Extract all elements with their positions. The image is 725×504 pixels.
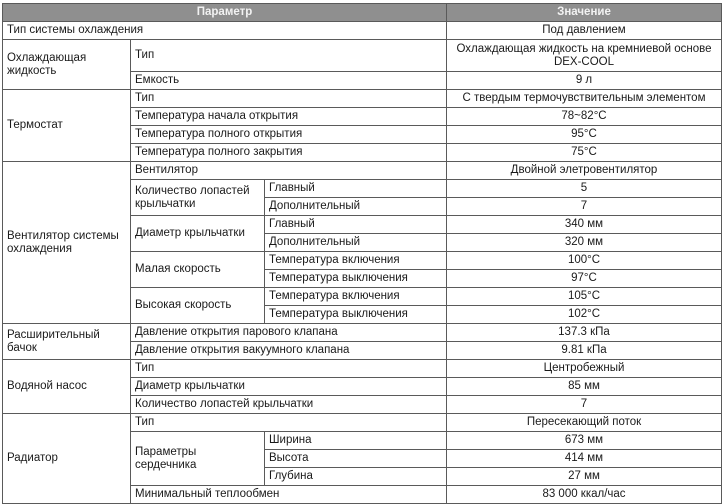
fan-label: Вентилятор xyxy=(131,162,447,180)
coolant-capacity-label: Емкость xyxy=(131,72,447,90)
pump-blades-value: 7 xyxy=(447,396,722,414)
pump-group-label: Водяной насос xyxy=(3,360,131,414)
table-row xyxy=(3,360,722,378)
radiator-core-label: Параметры сердечника xyxy=(131,432,265,486)
thermostat-open-start-value: 78~82°С xyxy=(447,108,722,126)
tank-vacuum-value: 9.81 кПа xyxy=(447,342,722,360)
tank-group-label: Расширительный бачок xyxy=(3,324,131,360)
fan-high-speed-label: Высокая скорость xyxy=(131,288,265,324)
fan-high-off-label: Температура выключения xyxy=(265,306,447,324)
fan-blades-label: Количество лопастей крыльчатки xyxy=(131,180,265,216)
table-row xyxy=(3,414,722,432)
fan-low-on-value: 100°С xyxy=(447,252,722,270)
coolant-capacity-value: 9 л xyxy=(447,72,722,90)
fan-high-on-value: 105°С xyxy=(447,288,722,306)
thermostat-type-value: С твердым термочувствительным элементом xyxy=(447,90,722,108)
thermostat-group-label: Термостат xyxy=(3,90,131,162)
param-column-header: Параметр xyxy=(3,4,447,22)
fan-blades-main-value: 5 xyxy=(447,180,722,198)
thermostat-open-start-label: Температура начала открытия xyxy=(131,108,447,126)
radiator-height-label: Высота xyxy=(265,450,447,468)
table-row xyxy=(3,90,722,108)
fan-blades-aux-label: Дополнительный xyxy=(265,198,447,216)
thermostat-full-open-label: Температура полного открытия xyxy=(131,126,447,144)
fan-low-speed-label: Малая скорость xyxy=(131,252,265,288)
radiator-min-heat-value: 83 000 ккал/час xyxy=(447,486,722,504)
tank-steam-value: 137.3 кПа xyxy=(447,324,722,342)
radiator-height-value: 414 мм xyxy=(447,450,722,468)
pump-type-label: Тип xyxy=(131,360,447,378)
radiator-type-label: Тип xyxy=(131,414,447,432)
header-row xyxy=(3,4,722,22)
coolant-type-label: Тип xyxy=(131,40,447,72)
pump-type-value: Центробежный xyxy=(447,360,722,378)
thermostat-full-close-value: 75°С xyxy=(447,144,722,162)
radiator-type-value: Пересекающий поток xyxy=(447,414,722,432)
table-row xyxy=(3,22,722,40)
fan-high-off-value: 102°С xyxy=(447,306,722,324)
table-row xyxy=(3,162,722,180)
table-row xyxy=(3,40,722,72)
thermostat-type-label: Тип xyxy=(131,90,447,108)
fan-diameter-main-label: Главный xyxy=(265,216,447,234)
table-row xyxy=(3,324,722,342)
pump-diameter-label: Диаметр крыльчатки xyxy=(131,378,447,396)
tank-steam-label: Давление открытия парового клапана xyxy=(131,324,447,342)
fan-blades-main-label: Главный xyxy=(265,180,447,198)
tank-vacuum-label: Давление открытия вакуумного клапана xyxy=(131,342,447,360)
coolant-group-label: Охлаждающая жидкость xyxy=(3,40,131,90)
cooling-type-label: Тип системы охлаждения xyxy=(3,22,447,40)
radiator-width-value: 673 мм xyxy=(447,432,722,450)
pump-blades-label: Количество лопастей крыльчатки xyxy=(131,396,447,414)
fan-low-off-value: 97°С xyxy=(447,270,722,288)
fan-diameter-aux-value: 320 мм xyxy=(447,234,722,252)
radiator-depth-value: 27 мм xyxy=(447,468,722,486)
fan-blades-aux-value: 7 xyxy=(447,198,722,216)
fan-high-on-label: Температура включения xyxy=(265,288,447,306)
value-column-header: Значение xyxy=(447,4,722,22)
cooling-spec-table xyxy=(2,3,722,504)
fan-low-off-label: Температура выключения xyxy=(265,270,447,288)
pump-diameter-value: 85 мм xyxy=(447,378,722,396)
cooling-type-value: Под давлением xyxy=(447,22,722,40)
fan-group-label: Вентилятор системы охлаждения xyxy=(3,162,131,324)
thermostat-full-close-label: Температура полного закрытия xyxy=(131,144,447,162)
radiator-min-heat-label: Минимальный теплообмен xyxy=(131,486,447,504)
fan-diameter-aux-label: Дополнительный xyxy=(265,234,447,252)
radiator-group-label: Радиатор xyxy=(3,414,131,504)
fan-diameter-main-value: 340 мм xyxy=(447,216,722,234)
fan-value: Двойной элетровентилятор xyxy=(447,162,722,180)
radiator-depth-label: Глубина xyxy=(265,468,447,486)
radiator-width-label: Ширина xyxy=(265,432,447,450)
fan-low-on-label: Температура включения xyxy=(265,252,447,270)
thermostat-full-open-value: 95°С xyxy=(447,126,722,144)
coolant-type-value: Охлаждающая жидкость на кремниевой основе DEX-COOL xyxy=(447,40,722,72)
fan-diameter-label: Диаметр крыльчатки xyxy=(131,216,265,252)
